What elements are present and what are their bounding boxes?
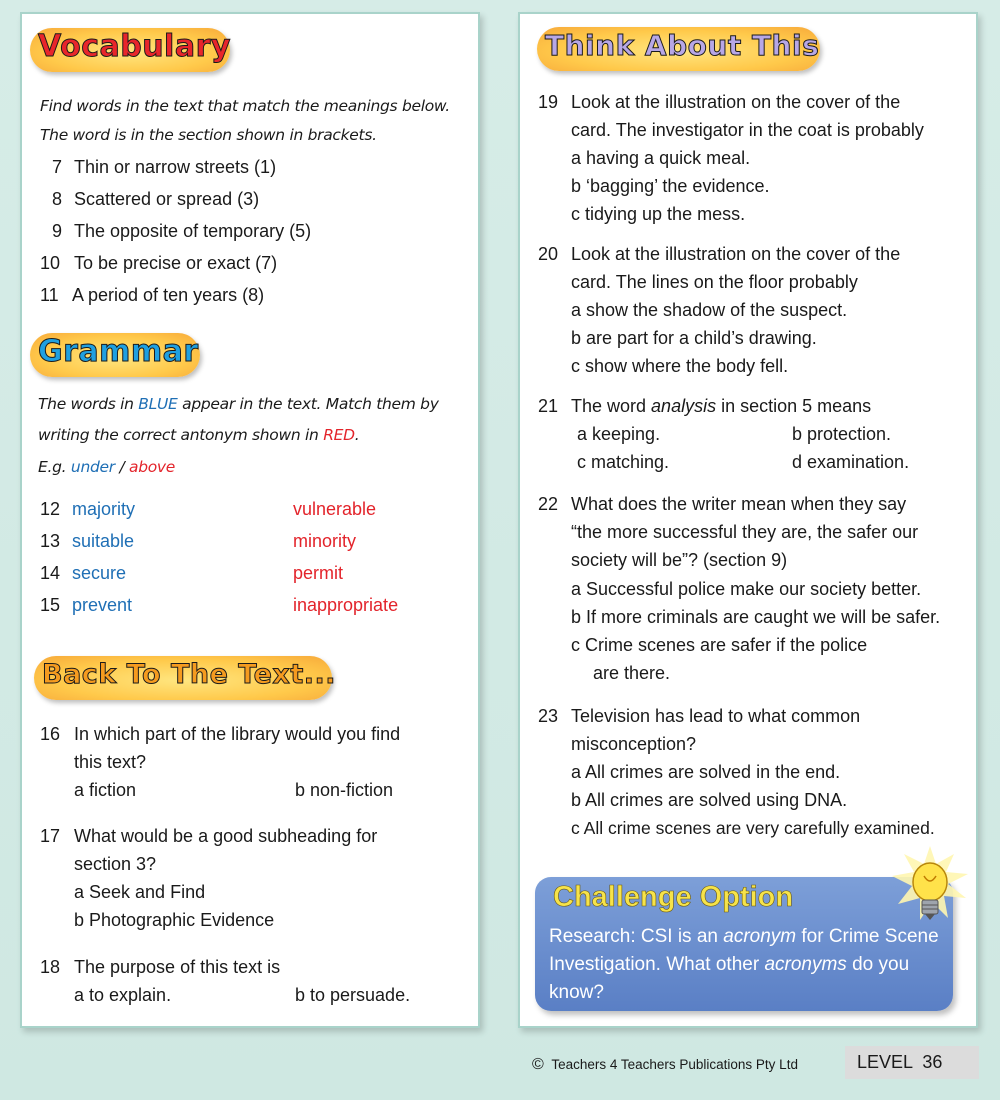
answer-option: a All crimes are solved in the end. (571, 762, 841, 782)
answer-option: b are part for a child’s drawing. (571, 328, 817, 348)
grammar-heading: Grammar (38, 334, 199, 369)
question-text: card. The lines on the floor probably (571, 272, 858, 292)
question-text: Look at the illustration on the cover of the (571, 244, 901, 264)
answer-option: c show where the body fell. (571, 356, 789, 376)
grammar-blue-word: secure (72, 563, 127, 583)
question-text: Look at the illustration on the cover of the (571, 92, 901, 112)
footer-copyright: © Teachers 4 Teachers Publications Pty Ltd (532, 1056, 798, 1073)
question-text: What does the writer mean when they say (571, 494, 907, 514)
grammar-item-number: 12 (40, 499, 61, 519)
vocab-item-text: Scattered or spread (3) (74, 189, 260, 209)
question-text: The purpose of this text is (74, 957, 281, 977)
grammar-example: E.g. under / above (38, 458, 176, 476)
question-text: society will be”? (section 9) (571, 550, 788, 570)
answer-option: a having a quick meal. (571, 148, 751, 168)
question-text: section 3? (74, 854, 157, 874)
grammar-item-number: 15 (40, 595, 61, 615)
vocabulary-instruction-line2: The word is in the section shown in brackets. (40, 126, 377, 144)
grammar-red-word: inappropriate (293, 595, 399, 615)
question-text: What would be a good subheading for (74, 826, 378, 846)
vocab-item-text: To be precise or exact (7) (74, 253, 278, 273)
challenge-title: Challenge Option (553, 881, 794, 913)
vocabulary-heading-banner (30, 28, 230, 72)
question-text: misconception? (571, 734, 697, 754)
think-heading: Think About This (545, 29, 820, 62)
answer-option: a keeping. (577, 424, 661, 444)
vocab-item-text: Thin or narrow streets (1) (74, 157, 277, 177)
answer-option: b non-fiction (295, 780, 394, 800)
answer-option: c Crime scenes are safer if the police (571, 635, 868, 655)
vocabulary-heading: Vocabulary (38, 29, 231, 64)
answer-option: d examination. (792, 452, 910, 472)
vocab-item-number: 9 (52, 221, 63, 241)
answer-option: a fiction (74, 780, 137, 800)
question-text: “the more successful they are, the safer our (571, 522, 919, 542)
answer-option: a Successful police make our society better. (571, 579, 922, 599)
answer-option: b ‘bagging’ the evidence. (571, 176, 770, 196)
question-number: 23 (538, 706, 559, 726)
answer-option: b If more criminals are caught we will be safer. (571, 607, 941, 627)
question-number: 22 (538, 494, 559, 514)
answer-option: b All crimes are solved using DNA. (571, 790, 848, 810)
grammar-item-number: 13 (40, 531, 61, 551)
question-number: 21 (538, 396, 559, 416)
grammar-heading-banner (30, 333, 200, 377)
question-text: card. The investigator in the coat is probably (571, 120, 924, 140)
answer-option: c tidying up the mess. (571, 204, 746, 224)
question-text: In which part of the library would you find (74, 724, 401, 744)
question-text: this text? (74, 752, 147, 772)
answer-option: b protection. (792, 424, 892, 444)
vocab-item-number: 10 (40, 253, 61, 273)
challenge-body: Research: CSI is an acronym for Crime Scene Investigation. What other acronyms do you know? (549, 926, 939, 1003)
level-badge: LEVEL 36 (845, 1046, 979, 1079)
grammar-instruction-line2: writing the correct antonym shown in RED. (38, 426, 360, 444)
question-number: 19 (538, 92, 559, 112)
back-to-text-heading-banner (34, 656, 337, 700)
grammar-blue-word: majority (72, 499, 136, 519)
answer-option: a to explain. (74, 985, 172, 1005)
answer-option: b Photographic Evidence (74, 910, 275, 930)
vocab-item-number: 11 (40, 285, 59, 305)
question-text: Television has lead to what common (571, 706, 861, 726)
answer-option: b to persuade. (295, 985, 411, 1005)
copyright-icon: © (532, 1056, 544, 1073)
answer-option: a show the shadow of the suspect. (571, 300, 848, 320)
question-text: The word analysis in section 5 means (571, 396, 872, 416)
grammar-blue-word: suitable (72, 531, 135, 551)
grammar-red-word: vulnerable (293, 499, 377, 519)
grammar-item-number: 14 (40, 563, 61, 583)
question-number: 16 (40, 724, 61, 744)
think-heading-banner (537, 27, 820, 71)
answer-option: c All crime scenes are very carefully examined. (571, 818, 935, 838)
grammar-red-word: minority (293, 531, 357, 551)
vocabulary-instruction-line1: Find words in the text that match the meanings below. (40, 97, 450, 115)
vocab-item-number: 8 (52, 189, 63, 209)
question-number: 18 (40, 957, 61, 977)
grammar-instruction-line1: The words in BLUE appear in the text. Match them by (38, 395, 439, 413)
vocab-item-text: The opposite of temporary (5) (74, 221, 312, 241)
question-number: 17 (40, 826, 61, 846)
answer-option: c matching. (577, 452, 670, 472)
grammar-red-word: permit (293, 563, 344, 583)
vocab-item-number: 7 (52, 157, 63, 177)
back-to-text-heading: Back To The Text... (42, 659, 337, 690)
answer-option: a Seek and Find (74, 882, 206, 902)
grammar-blue-word: prevent (72, 595, 133, 615)
lightbulb-icon (890, 846, 970, 936)
answer-option: are there. (593, 663, 671, 683)
question-number: 20 (538, 244, 559, 264)
vocab-item-text: A period of ten years (8) (72, 285, 265, 305)
